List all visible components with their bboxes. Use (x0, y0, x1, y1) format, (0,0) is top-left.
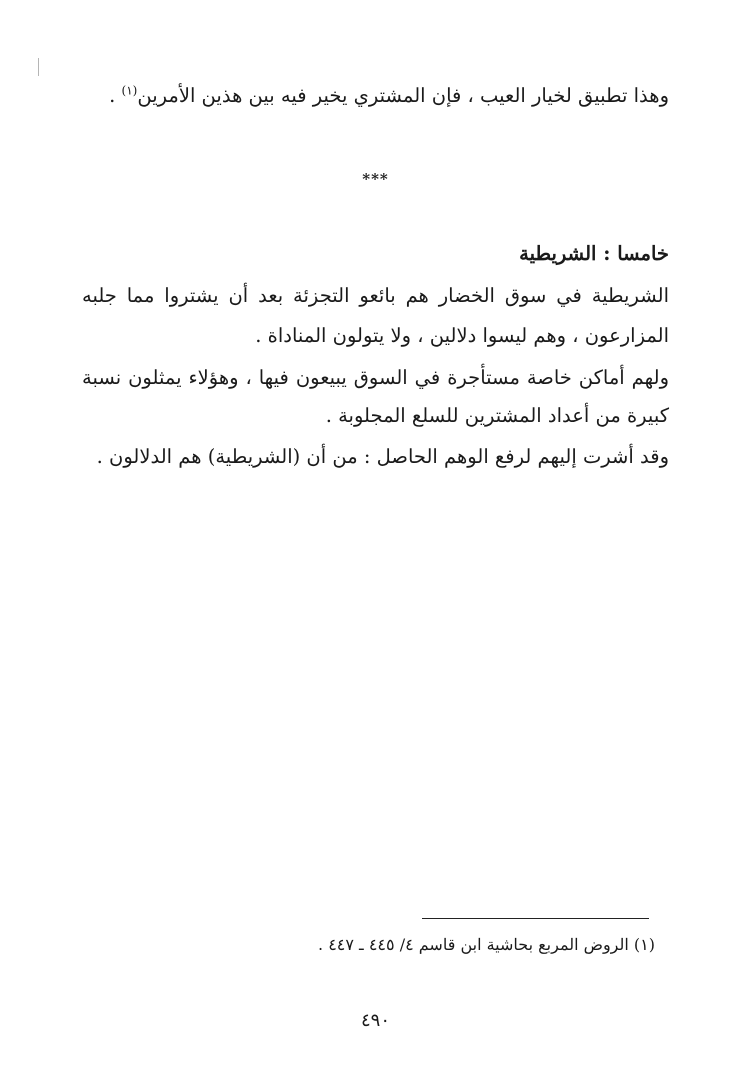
continued-text: وهذا تطبيق لخيار العيب ، فإن المشتري يخير فيه بين هذين الأمرين (137, 84, 669, 107)
footnote-reference: (١) (121, 83, 138, 98)
sentence-end: . (109, 84, 116, 107)
paragraph-2-line-2: كبيرة من أعداد المشترين للسلع المجلوبة . (325, 404, 669, 427)
footnote-text: (١) الروض المربع بحاشية ابن قاسم ٤/ ٤٤٥ ـ ٤٤٧ . (318, 935, 655, 954)
continued-text-line (109, 82, 669, 110)
section-separator: *** (362, 170, 389, 188)
paragraph-3-line-1: وقد أشرت إليهم لرفع الوهم الحاصل : من أن (الشريطية) هم الدلالون . (96, 445, 669, 468)
page-number: ٤٩٠ (360, 1010, 390, 1031)
paragraph-1-line-1: الشريطية في سوق الخضار هم بائعو التجزئة بعد أن يشتروا مما جلبه (82, 284, 669, 307)
paragraph-2-line-1: ولهم أماكن خاصة مستأجرة في السوق يبيعون فيها ، وهؤلاء يمثلون نسبة (82, 366, 669, 389)
paragraph-1-line-2: المزارعون ، وهم ليسوا دلالين ، ولا يتولون المناداة . (255, 324, 669, 347)
scan-edge-mark (38, 58, 41, 76)
section-heading: خامسا : الشريطية (519, 242, 669, 265)
footnote-divider (422, 918, 649, 919)
